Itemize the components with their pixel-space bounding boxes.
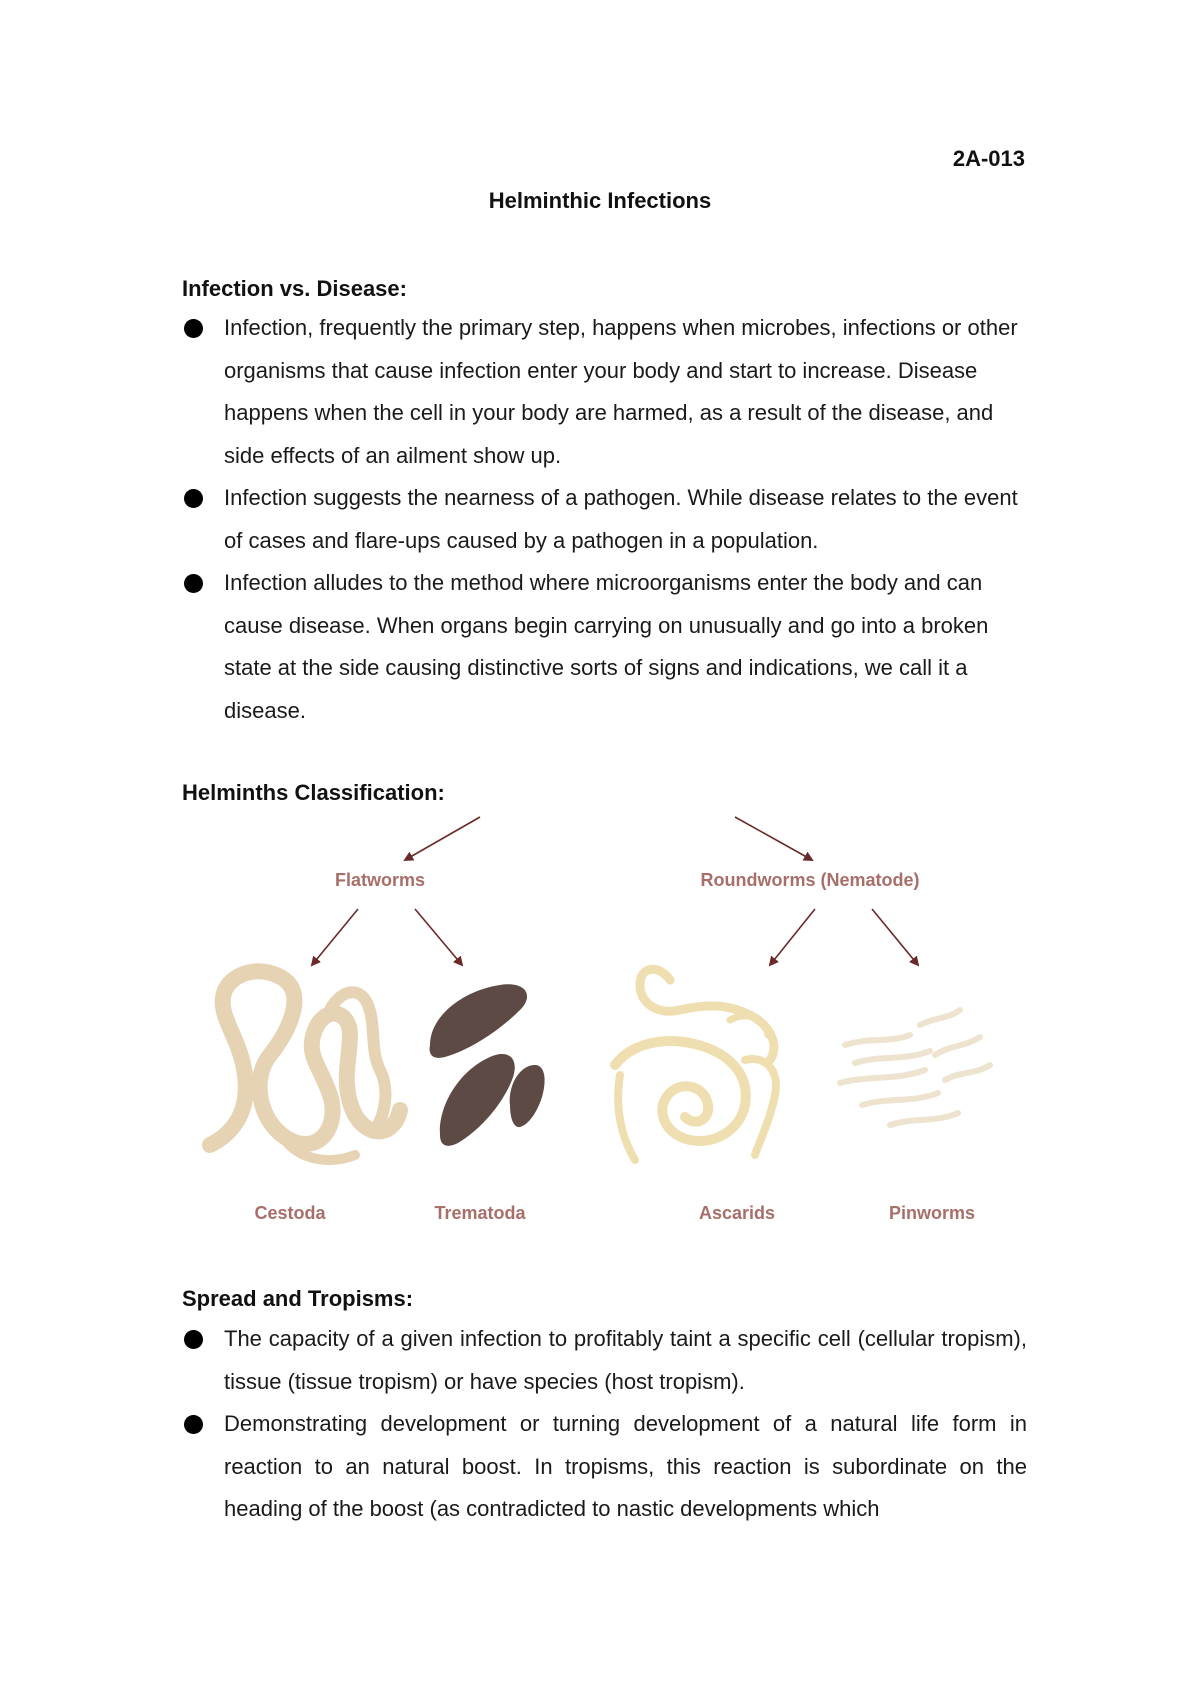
helminths-classification-diagram bbox=[190, 805, 1020, 1225]
infection-disease-list bbox=[182, 307, 1027, 732]
label-ascarids: Ascarids bbox=[698, 1203, 776, 1223]
bullet-icon bbox=[184, 489, 203, 508]
list-item-text: Infection suggests the nearness of a pathogen. While disease relates to the event of cases and flare-ups caused by a pathogen in a population. bbox=[224, 485, 1018, 553]
list-item bbox=[182, 562, 1027, 732]
bullet-icon bbox=[184, 319, 203, 338]
label-trematoda: Trematoda bbox=[434, 1203, 526, 1223]
arrow-to-ascarids bbox=[770, 909, 815, 965]
arrow-to-pinworms bbox=[872, 909, 918, 965]
bullet-icon bbox=[184, 1330, 203, 1349]
section-heading-helminths-classification: Helminths Classification: bbox=[182, 780, 445, 805]
list-item bbox=[182, 1403, 1027, 1531]
section-heading-spread-tropisms: Spread and Tropisms: bbox=[182, 1286, 414, 1311]
spread-tropisms-list bbox=[182, 1318, 1027, 1531]
list-item-text: Infection alludes to the method where microorganisms enter the body and can cause disease. When organs begin carrying on unusually and go into a broken state at the side causing distinctive sorts of signs and indications, we call it a disease. bbox=[224, 570, 989, 723]
section-heading-infection-vs-disease: Infection vs. Disease: bbox=[182, 276, 407, 301]
label-pinworms: Pinworms bbox=[888, 1203, 976, 1223]
arrow-to-trematoda bbox=[415, 909, 462, 965]
pinworms-illustration bbox=[840, 1010, 990, 1125]
document-code: 2A-013 bbox=[952, 146, 1025, 171]
list-item bbox=[182, 307, 1027, 477]
list-item-text: Infection, frequently the primary step, happens when microbes, infections or other organisms that cause infection enter your body and start to increase. Disease happens when the cell in your body are harmed, as a result of the disease, and side effects of an ailment show up. bbox=[224, 315, 1018, 468]
list-item bbox=[182, 477, 1027, 562]
bullet-icon bbox=[184, 574, 203, 593]
bullet-icon bbox=[184, 1415, 203, 1434]
arrow-to-flatworms bbox=[405, 817, 480, 860]
arrow-to-cestoda bbox=[312, 909, 358, 965]
list-item bbox=[182, 1318, 1027, 1403]
label-flatworms: Flatworms bbox=[334, 870, 426, 890]
ascarids-illustration bbox=[615, 969, 776, 1160]
classification-diagram-svg bbox=[190, 805, 1020, 1225]
list-item-text: The capacity of a given infection to profitably taint a specific cell (cellular tropism), tissue (tissue tropism) or have species (host tropism). bbox=[224, 1326, 1027, 1394]
arrow-to-roundworms bbox=[735, 817, 812, 860]
document-title: Helminthic Infections bbox=[488, 188, 712, 213]
label-cestoda: Cestoda bbox=[254, 1203, 326, 1223]
label-roundworms: Roundworms (Nematode) bbox=[700, 870, 920, 890]
cestoda-illustration bbox=[210, 971, 400, 1160]
trematoda-illustration bbox=[430, 984, 545, 1146]
list-item-text: Demonstrating development or turning development of a natural life form in reaction to an natural boost. In tropisms, this reaction is subordinate on the heading of the boost (as contradicted to nastic developments which bbox=[224, 1411, 1027, 1521]
